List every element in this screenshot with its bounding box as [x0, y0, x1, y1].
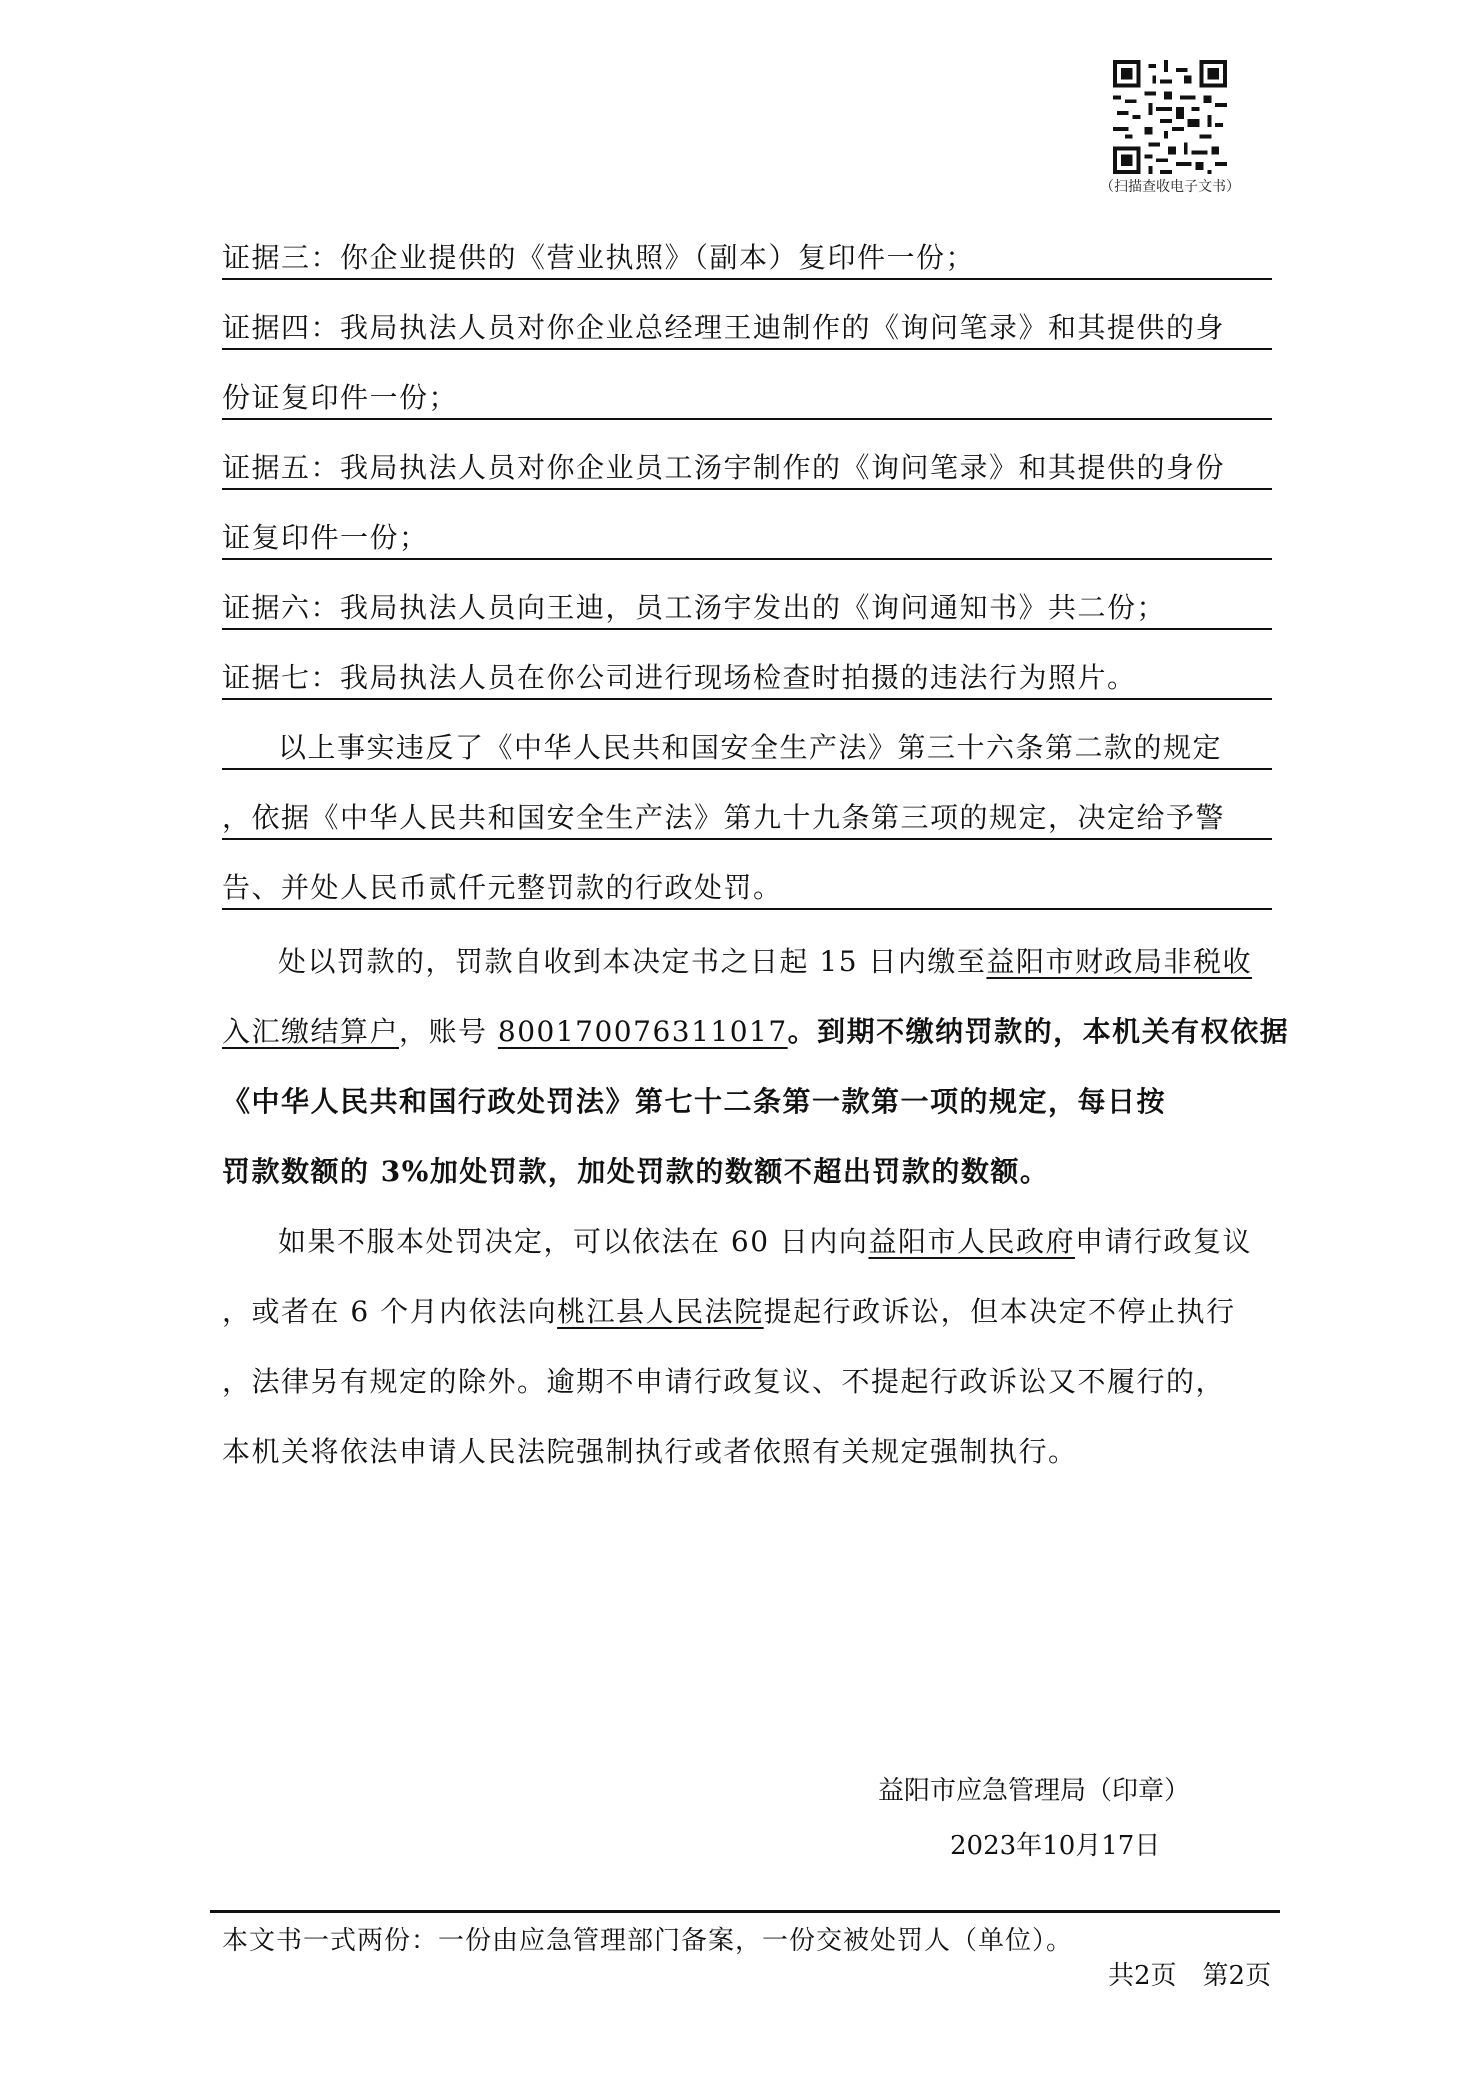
payment-account-name-cont: 入汇缴结算户	[222, 1015, 400, 1048]
page-number: 共2页 第2页	[1108, 1961, 1272, 1991]
appeal-line-2	[222, 1292, 1272, 1332]
qr-code-icon	[1113, 60, 1227, 174]
appeal-text: 如果不服本处罚决定，可以依法在 60 日内向	[278, 1225, 869, 1258]
appeal-review-authority: 益阳市人民政府	[868, 1225, 1075, 1258]
footer-note: 本文书一式两份：一份由应急管理部门备案，一份交被处罚人（单位）。	[222, 1926, 1074, 1956]
conclusion-line-2: ，依据《中华人民共和国安全生产法》第九十九条第三项的规定，决定给予警	[222, 798, 1272, 840]
evidence-4-line-1: 证据四：我局执法人员对你企业总经理王迪制作的《询问笔录》和其提供的身	[222, 308, 1272, 350]
appeal-court: 桃江县人民法院	[557, 1295, 764, 1328]
conclusion-line-3: 告、并处人民币贰仟元整罚款的行政处罚。	[222, 868, 1272, 910]
evidence-3-line-1: 证据三：你企业提供的《营业执照》（副本）复印件一份；	[222, 238, 1272, 280]
conclusion-line-1: 以上事实违反了《中华人民共和国安全生产法》第三十六条第二款的规定	[222, 728, 1272, 770]
evidence-5-line-2: 证复印件一份；	[222, 518, 1272, 560]
footer-divider	[210, 1910, 1280, 1913]
payment-account-number: 800170076311017	[497, 1015, 788, 1048]
evidence-4-line-2: 份证复印件一份；	[222, 378, 1272, 420]
issue-date: 2023年10月17日	[950, 1831, 1161, 1861]
payment-line-2	[222, 1012, 1290, 1052]
qr-caption: （扫描查收电子文书）	[1100, 179, 1240, 195]
appeal-line-4: 本机关将依法申请人民法院强制执行或者依照有关规定强制执行。	[222, 1435, 1078, 1468]
payment-account-name: 益阳市财政局非税收	[986, 945, 1252, 978]
payment-line-1	[222, 942, 1328, 982]
appeal-text: ，或者在 6 个月内依法向	[222, 1295, 558, 1328]
payment-late-fee-text: 。到期不缴纳罚款的，本机关有权依据	[787, 1015, 1290, 1048]
appeal-text-cont: 申请行政复议	[1074, 1225, 1252, 1258]
payment-text: 处以罚款的，罚款自收到本决定书之日起 15 日内缴至	[278, 945, 987, 978]
payment-line-4: 罚款数额的 3%加处罚款，加处罚款的数额不超出罚款的数额。	[222, 1155, 1050, 1188]
evidence-5-line-1: 证据五：我局执法人员对你企业员工汤宇制作的《询问笔录》和其提供的身份	[222, 448, 1272, 490]
issuing-agency: 益阳市应急管理局（印章）	[878, 1776, 1191, 1806]
appeal-line-1	[222, 1222, 1328, 1262]
appeal-line-3: ，法律另有规定的除外。逾期不申请行政复议、不提起行政诉讼又不履行的，	[222, 1365, 1226, 1398]
evidence-7-line-1: 证据七：我局执法人员在你公司进行现场检查时拍摄的违法行为照片。	[222, 658, 1272, 700]
payment-account-label: ，账号	[399, 1015, 498, 1048]
payment-line-3: 《中华人民共和国行政处罚法》第七十二条第一款第一项的规定，每日按	[222, 1085, 1167, 1118]
appeal-text-cont: 提起行政诉讼，但本决定不停止执行	[763, 1295, 1236, 1328]
evidence-6-line-1: 证据六：我局执法人员向王迪，员工汤宇发出的《询问通知书》共二份；	[222, 588, 1272, 630]
